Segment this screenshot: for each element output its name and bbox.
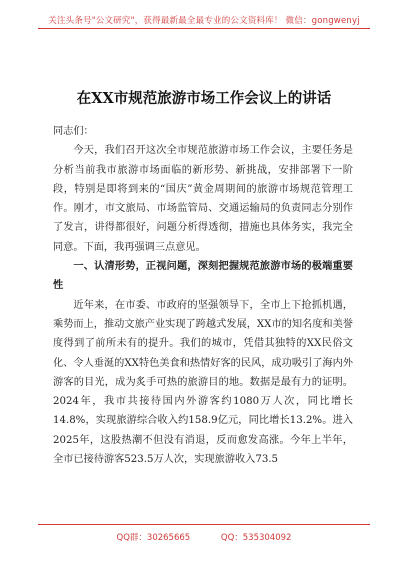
footer-qq: QQ：535304092 (220, 533, 292, 543)
section-heading: 一、认清形势，正视问题，深刻把握规范旅游市场的极端重要性 (53, 260, 353, 292)
footer (0, 531, 408, 543)
document-body (53, 122, 353, 469)
top-banner: 关注头条号"公文研究"，获得最新最全最专业的公文资料库！ 微信：gongwenyj (48, 16, 360, 26)
salutation: 同志们： (53, 126, 94, 137)
footer-qq-group: QQ群：30265665 (116, 533, 191, 543)
document-title: 在XX市规范旅游市场工作会议上的讲话 (76, 90, 332, 107)
header-divider (38, 28, 370, 29)
intro-paragraph: 今天，我们召开这次全市规范旅游市场工作会议，主要任务是分析当前我市旅游市场面临的新形势、新挑战，安排部署下一阶段，特别是即将到来的“国庆”黄金周期间的旅游市场规范管理工作。刚才，市文旅局、市场监管局、交通运输局的负责同志分别作了发言，讲得都很好，问题分析得透彻，措施也具体务实，我完全同意。下面，我再强调三点意见。 (53, 145, 353, 253)
footer-divider (38, 524, 370, 525)
body-paragraph: 近年来，在市委、市政府的坚强领导下，全市上下抢抓机遇，乘势而上，推动文旅产业实现了跨越式发展，XX市的知名度和美誉度得到了前所未有的提升。我们的城市，凭借其独特的XX民俗文化、令人垂涎的XX特色美食和热情好客的民风，成功吸引了海内外游客的目光，成为炙手可热的旅游目的地。数据是最有力的证明。2024年，我市共接待国内外游客约1080万人次，同比增长14.8%，实现旅游综合收入约158.9亿元，同比增长13.2%。进入2025年，这股热潮不但没有消退，反而愈发高涨。今年上半年，全市已接待游客523.5万人次，实现旅游收入73.5 (53, 299, 353, 466)
